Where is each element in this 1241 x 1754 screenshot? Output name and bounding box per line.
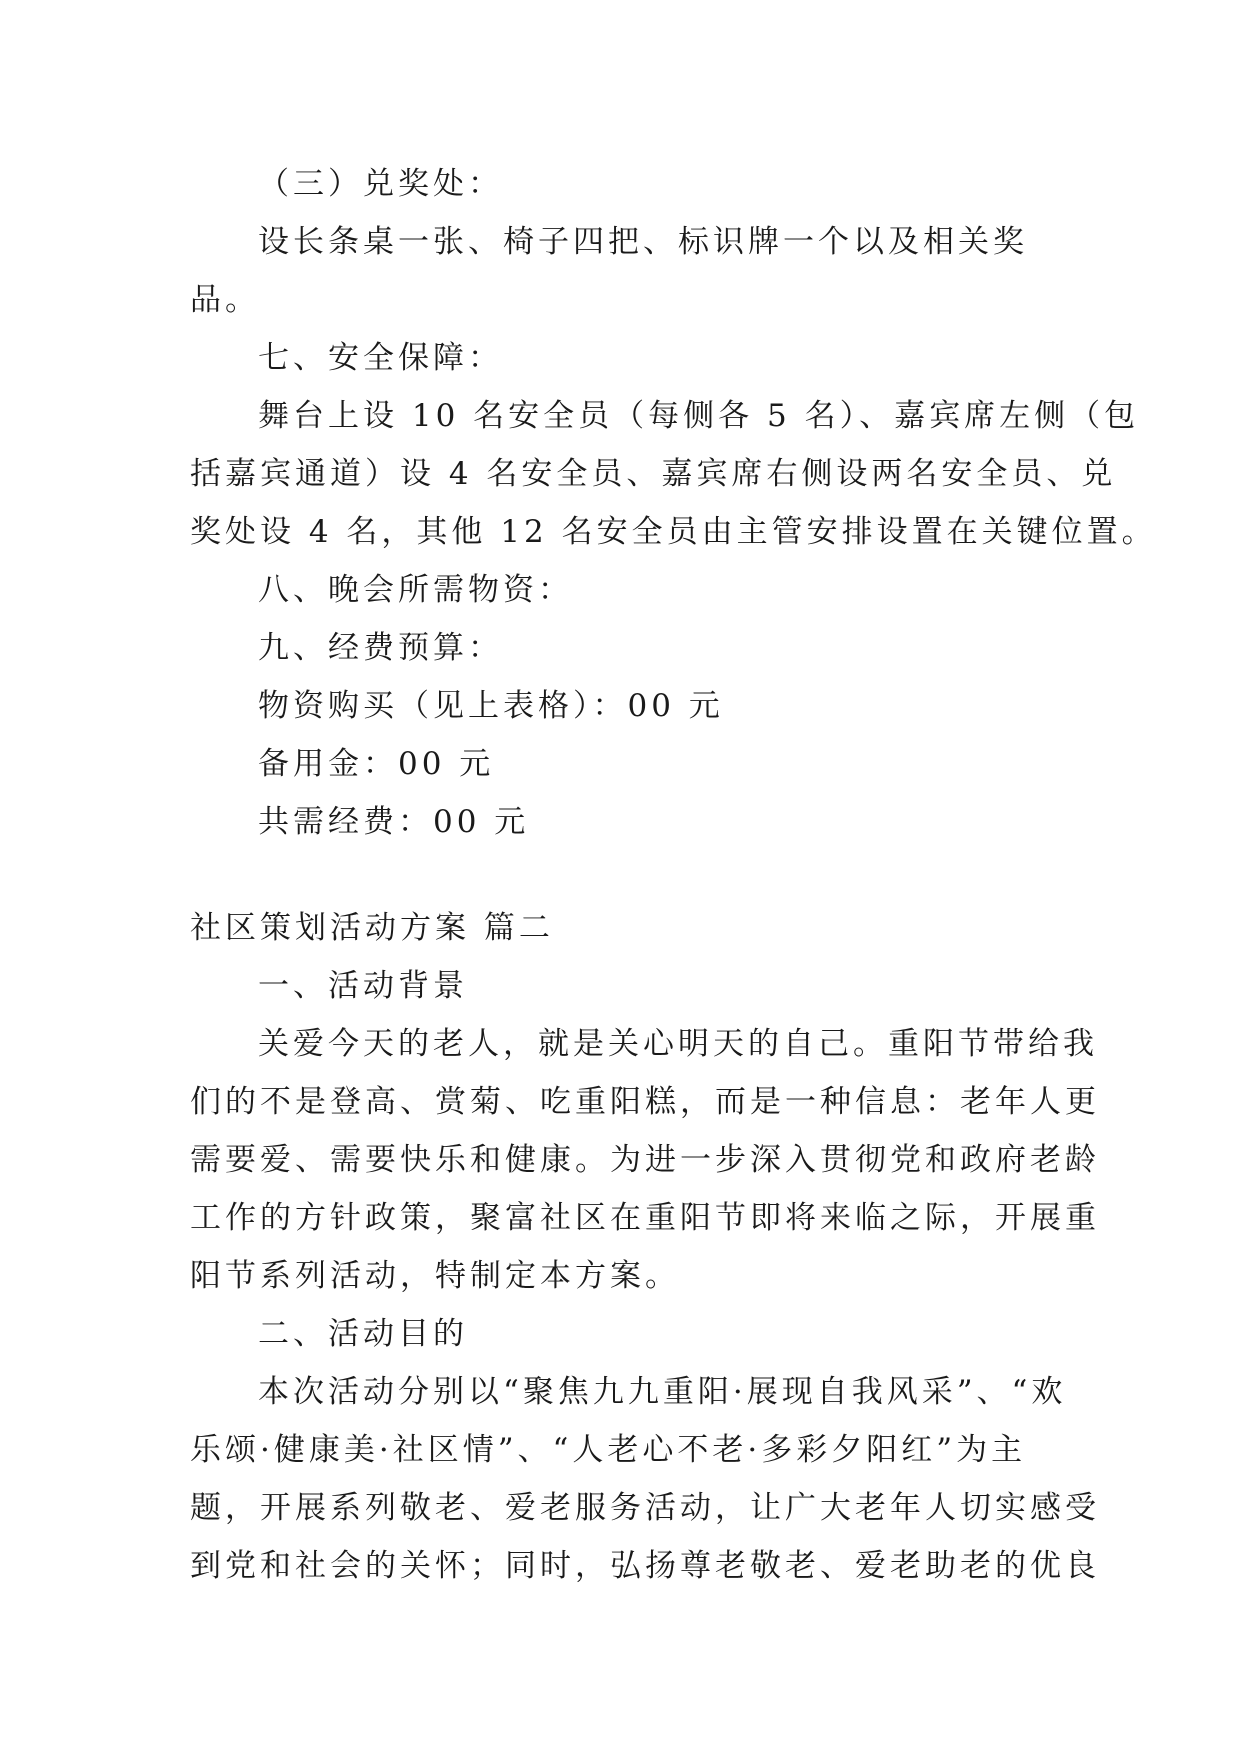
document-body	[190, 155, 1157, 1595]
paragraph-security	[190, 387, 1157, 561]
heading-budget: 九、经费预算：	[258, 630, 503, 666]
paragraph-prize-desk-setup: 设长条桌一张、椅子四把、标识牌一个以及相关奖品。	[190, 224, 1028, 318]
section-gap	[190, 851, 1070, 899]
paragraph-purpose	[190, 1363, 1100, 1595]
budget-total: 共需经费：00 元	[258, 804, 530, 840]
security-line-3: 奖处设 4 名，其他 12 名安全员由主管安排设置在关键位置。	[190, 514, 1157, 550]
paragraph-background	[190, 1015, 1100, 1305]
heading-background: 一、活动背景	[258, 968, 468, 1004]
background-line-5: 阳节系列活动，特制定本方案。	[190, 1258, 680, 1294]
background-line-4: 工作的方针政策，聚富社区在重阳节即将来临之际，开展重	[190, 1200, 1100, 1236]
budget-reserve: 备用金：00 元	[258, 746, 495, 782]
background-line-1: 关爱今天的老人，就是关心明天的自己。重阳节带给我	[258, 1026, 1098, 1062]
purpose-line-3: 题，开展系列敬老、爱老服务活动，让广大老年人切实感受	[190, 1490, 1100, 1526]
purpose-line-4: 到党和社会的关怀；同时，弘扬尊老敬老、爱老助老的优良	[190, 1548, 1100, 1584]
security-line-1: 舞台上设 10 名安全员（每侧各 5 名）、嘉宾席左侧（包	[258, 398, 1140, 434]
background-line-2: 们的不是登高、赏菊、吃重阳糕，而是一种信息：老年人更	[190, 1084, 1100, 1120]
subheading-prize-desk: （三）兑奖处：	[258, 166, 503, 202]
part-two-title: 社区策划活动方案 篇二	[190, 910, 554, 946]
heading-purpose: 二、活动目的	[258, 1316, 468, 1352]
budget-materials: 物资购买（见上表格）：00 元	[258, 688, 724, 724]
purpose-line-1: 本次活动分别以“聚焦九九重阳·展现自我风采”、“欢	[258, 1374, 1067, 1410]
background-line-3: 需要爱、需要快乐和健康。为进一步深入贯彻党和政府老龄	[190, 1142, 1100, 1178]
heading-materials: 八、晚会所需物资：	[258, 572, 573, 608]
purpose-line-2: 乐颂·健康美·社区情”、“人老心不老·多彩夕阳红”为主	[190, 1432, 1027, 1468]
heading-security: 七、安全保障：	[258, 340, 503, 376]
security-line-2: 括嘉宾通道）设 4 名安全员、嘉宾席右侧设两名安全员、兑	[190, 456, 1117, 492]
